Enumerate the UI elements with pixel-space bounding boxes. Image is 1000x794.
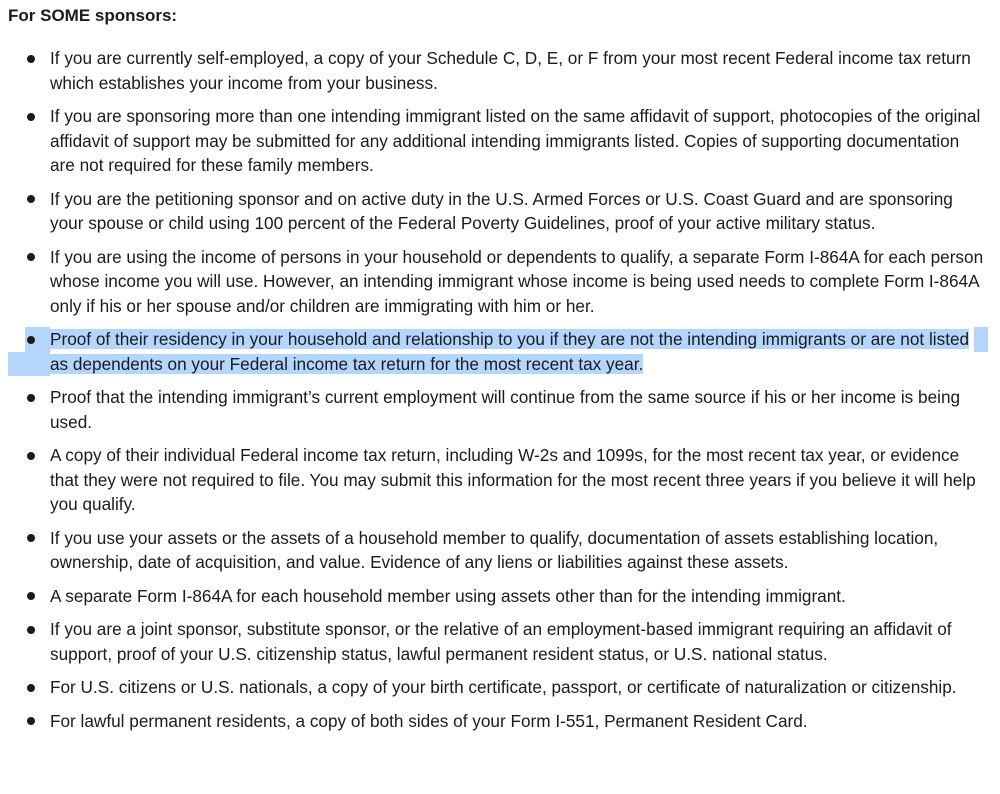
selection-highlight-tail [974,327,988,352]
list-item [0,104,1000,178]
requirements-list [0,46,1000,742]
list-item-selected[interactable] [0,327,1000,376]
list-item [0,709,1000,734]
bullet-icon [27,55,35,63]
list-item-text: A separate Form I-864A for each household member using assets other than for the intending immigrant. [50,585,846,606]
bullet-icon [27,113,35,121]
bullet-icon [27,684,35,692]
bullet-icon [27,253,35,261]
list-item-text: If you are a joint sponsor, substitute sponsor, or the relative of an employment-based immigrant requiring an affidavit of support, proof of your U.S. citizenship status, lawful permanent resident status, or U.S. national status. [50,619,952,664]
list-item [0,385,1000,434]
list-item-text: If you are using the income of persons in your household or dependents to qualify, a separate Form I-864A for each person whose income you will use. However, an intending immigrant whose income is being used needs to complete Form I-864A only if his or her spouse and/or children are immigrating with him or her. [50,246,984,316]
bullet-icon [27,592,35,600]
list-item-text: For lawful permanent residents, a copy of both sides of your Form I-551, Permanent Resident Card. [50,710,808,731]
list-item [0,443,1000,517]
list-item [0,526,1000,575]
list-item-text: If you use your assets or the assets of a household member to qualify, documentation of assets establishing location, ownership, date of acquisition, and value. Evidence of any liens or liabilities against these assets. [50,527,939,572]
list-item-text: A copy of their individual Federal income tax return, including W-2s and 1099s, for the most recent tax year, or evidence that they were not required to file. You may submit this information for the most recent three years if you believe it will help you qualify. [50,445,976,514]
bullet-icon [27,626,35,634]
selection-highlight [8,327,50,376]
bullet-icon [27,452,35,460]
bullet-icon [27,195,35,203]
list-item-text-selected[interactable]: Proof of their residency in your household and relationship to you if they are not the intending immigrants or are not listed as dependents on your Federal income tax return for the most recent tax year. [50,329,970,374]
list-item [0,46,1000,95]
bullet-icon [27,717,35,725]
bullet-icon [27,394,35,402]
bullet-icon [27,534,35,542]
list-item-text: If you are currently self-employed, a copy of your Schedule C, D, E, or F from your most recent Federal income tax return which establishes your income from your business. [50,48,971,93]
bullet-icon [27,336,35,344]
list-item-text: If you are sponsoring more than one intending immigrant listed on the same affidavit of support, photocopies of the original affidavit of support may be submitted for any additional intending immigrants listed. Copies of supporting documentation are not required for these family members. [50,106,981,175]
list-item [0,187,1000,236]
list-item [0,584,1000,609]
list-item [0,675,1000,700]
list-item-text: Proof that the intending immigrant’s current employment will continue from the same source if his or her income is being used. [50,387,961,432]
section-heading: For SOME sponsors: [8,6,178,25]
list-item-text: If you are the petitioning sponsor and on active duty in the U.S. Armed Forces or U.S. Coast Guard and are sponsoring your spouse or child using 100 percent of the Federal Poverty Guidelines, proof of your active military status. [50,188,953,233]
list-item [0,245,1000,319]
list-item [0,617,1000,666]
list-item-text: For U.S. citizens or U.S. nationals, a copy of your birth certificate, passport, or certificate of naturalization or citizenship. [50,677,957,697]
